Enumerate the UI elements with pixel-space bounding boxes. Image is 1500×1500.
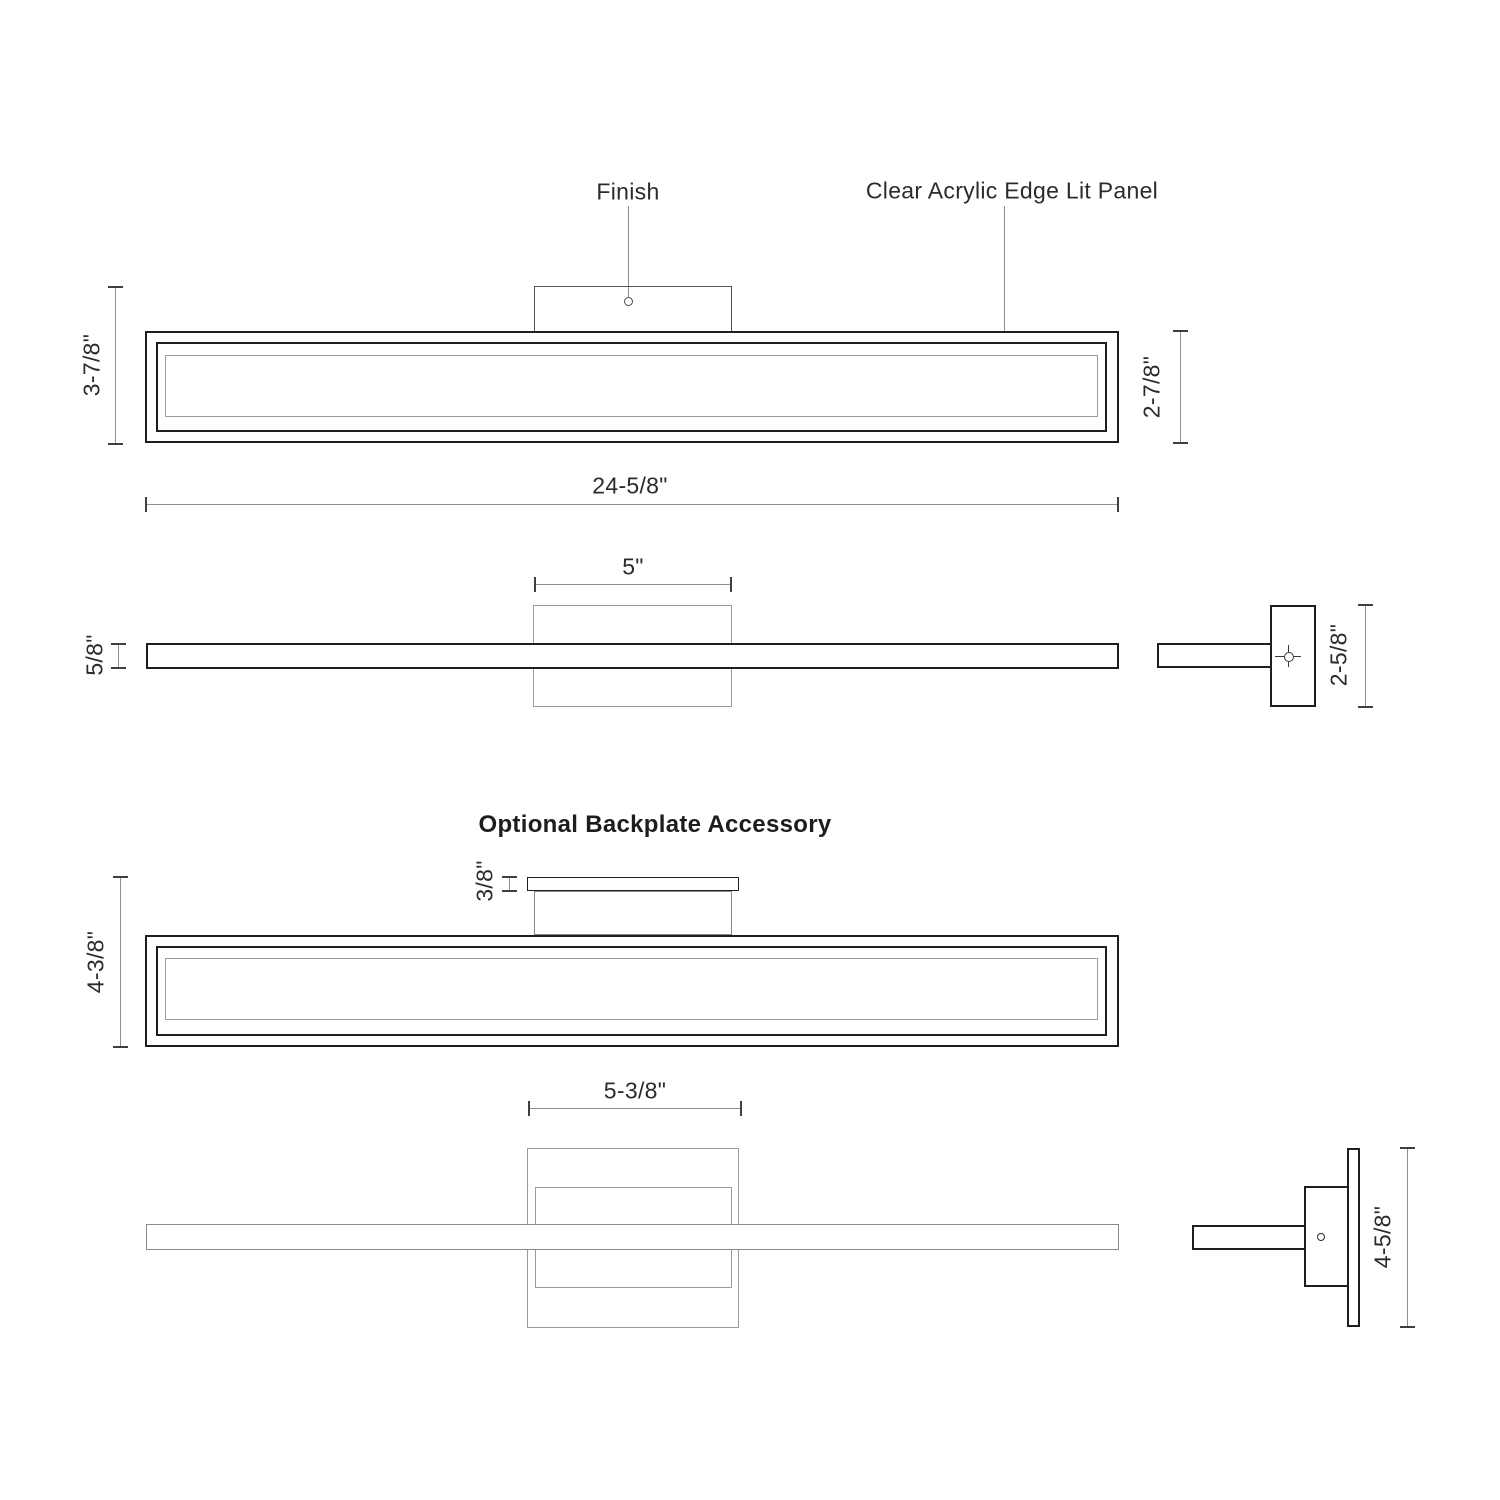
dim-line-bar-depth [118,644,119,668]
dim-canopy-height: 2-5/8" [1325,623,1352,687]
backplate-section-heading: Optional Backplate Accessory [478,811,832,838]
dim-line-overall-height [115,287,116,444]
finish-label: Finish [596,178,660,205]
backplate-front-acrylic-panel [165,958,1098,1020]
dim-backplate-width: 5-3/8" [603,1077,667,1104]
top-fixture-bar [146,643,1119,669]
dim-line-overall-width [146,504,1118,505]
side-fixture-bar [1157,643,1272,668]
backplate-strip-side [1347,1148,1360,1327]
finish-leader-line [628,206,629,297]
dim-overall-width: 24-5/8" [592,472,668,499]
dim-backplate-height: 4-5/8" [1369,1205,1396,1269]
dim-overall-height: 3-7/8" [78,333,105,397]
front-canopy [534,286,732,332]
acrylic-panel-label: Clear Acrylic Edge Lit Panel [865,177,1159,204]
dim-body-height: 2-7/8" [1138,355,1165,419]
backplate-side-canopy [1304,1186,1350,1287]
backplate-top-fixture-bar [146,1224,1119,1250]
mounting-center-mark [1281,649,1295,663]
dim-canopy-width: 5" [622,553,644,580]
dim-line-canopy-width [535,584,731,585]
dim-accessory-overall-height: 4-3/8" [82,930,109,994]
dim-line-backplate-height [1407,1148,1408,1327]
dim-line-accessory-overall-height [120,877,121,1047]
backplate-front-canopy [534,891,732,935]
backplate-strip-front [527,877,739,891]
dim-bar-depth: 5/8" [81,634,108,676]
front-acrylic-panel [165,355,1098,417]
dim-line-backplate-width [529,1108,741,1109]
backplate-side-fixture-bar [1192,1225,1306,1250]
mounting-hole [1317,1233,1325,1241]
dim-line-canopy-height [1365,605,1366,707]
dim-line-body-height [1180,331,1181,443]
dim-backplate-depth: 3/8" [471,860,498,902]
dim-line-backplate-depth [509,877,510,891]
